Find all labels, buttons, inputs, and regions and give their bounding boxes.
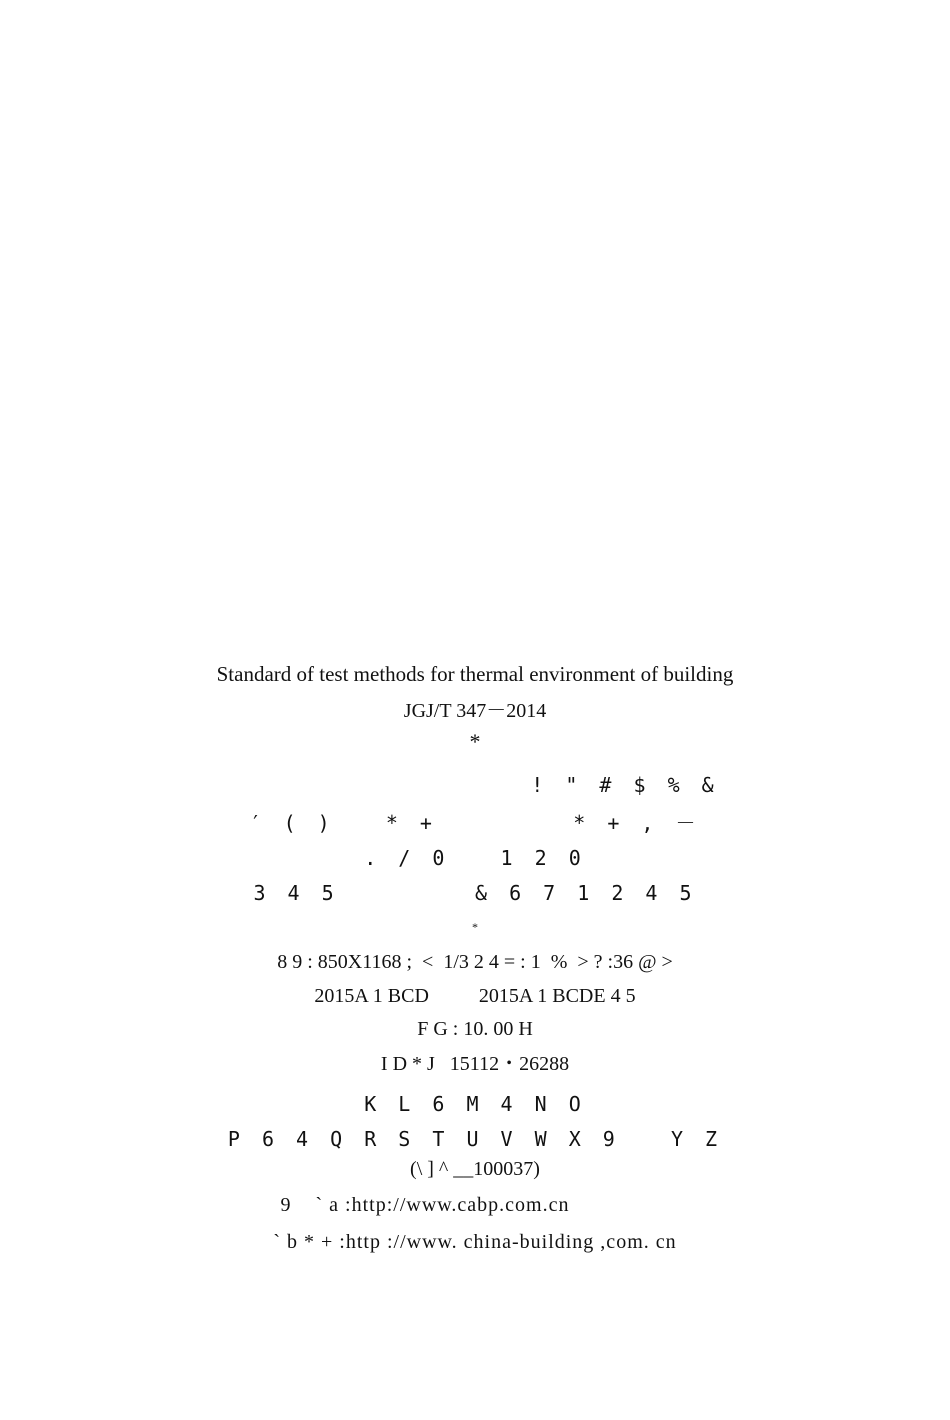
postcode-line: (\ ] ^ __100037) — [410, 1158, 540, 1180]
publisher-name-line: ′ ( ) * + * + , － — [249, 811, 701, 835]
website-line: 9 ` a :http://www.cabp.com.cn — [280, 1194, 570, 1216]
isbn-line: I D * J 15112・26288 — [380, 1053, 570, 1075]
bookstore-line: ` b * + :http ://www. china-building ,com. cn — [273, 1231, 677, 1253]
rights-line: K L 6 M 4 N O — [364, 1092, 586, 1116]
publisher-top-line: ! " # $ % & — [531, 773, 719, 797]
price-line: F G : 10. 00 H — [417, 1018, 533, 1040]
contact-line: P 6 4 Q R S T U V W X 9 Y Z — [227, 1127, 723, 1151]
format-line: 8 9 : 850X1168 ; < 1/3 2 4 = : 1 % > ? :36 @ > — [277, 951, 673, 973]
distribution-line: . / 0 1 2 0 — [364, 846, 586, 870]
standard-code: JGJ/T 347－2014 — [403, 700, 547, 722]
english-title: Standard of test methods for thermal environment of building — [216, 662, 734, 686]
edition-line: 2015A 1 BCD 2015A 1 BCDE 4 5 — [314, 985, 636, 1007]
printing-line: 3 4 5 & 6 7 1 2 4 5 — [253, 881, 697, 905]
separator-small-star: * — [472, 920, 478, 934]
separator-star: * — [469, 729, 481, 754]
